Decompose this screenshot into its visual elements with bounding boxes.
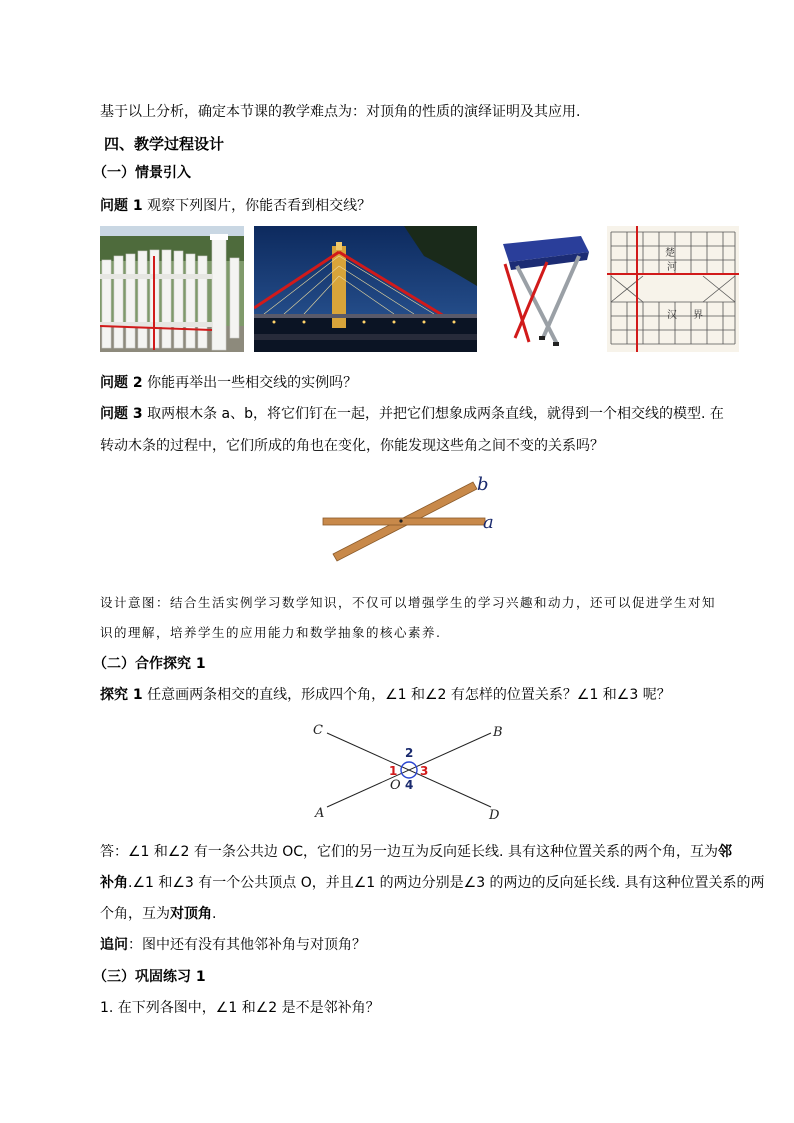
answer-line2-text: .∠1 和∠3 有一个公共顶点 O，并且∠1 的两边分别是∠3 的两边的反向延长线. 具有这种位置关系的两 [128, 875, 765, 891]
point-o-label: O [390, 778, 401, 793]
followup-question [100, 936, 366, 954]
stick-b-label: b [477, 474, 489, 495]
exercise-1: 1. 在下列各图中，∠1 和∠2 是不是邻补角？ [100, 1000, 380, 1016]
chess-jie-text: 界 [693, 310, 703, 321]
bridge-photo [254, 226, 477, 352]
explore-1-label: 探究 1 [100, 687, 143, 703]
question-1 [100, 197, 371, 215]
question-2 [100, 374, 357, 392]
answer-line2-bold: 补角 [100, 875, 128, 891]
answer-line3 [100, 905, 216, 923]
subsection-two-heading: （二）合作探究 1 [93, 656, 206, 672]
intro-line: 基于以上分析，确定本节课的教学难点为：对顶角的性质的演绎证明及其应用. [100, 104, 581, 120]
question-2-text: 你能再举出一些相交线的实例吗？ [147, 375, 358, 391]
answer-line3-text: 个角，互为 [100, 906, 170, 922]
followup-text: ：图中还有没有其他邻补角与对顶角？ [128, 937, 366, 953]
question-1-label: 问题 1 [100, 198, 143, 214]
chess-he-text: 河 [667, 262, 677, 273]
point-a-label: A [315, 806, 325, 821]
point-d-label: D [489, 808, 500, 823]
question-1-text: 观察下列图片，你能否看到相交线？ [147, 198, 372, 214]
angle-4-label: 4 [405, 778, 414, 792]
point-c-label: C [313, 723, 323, 738]
angle-1-label: 1 [389, 764, 398, 778]
answer-line1-bold: 邻 [717, 844, 732, 860]
stick-a-label: a [483, 512, 494, 533]
question-2-label: 问题 2 [100, 375, 143, 391]
answer-line3-bold: 对顶角 [170, 906, 212, 922]
intersecting-lines-diagram [305, 715, 515, 825]
question-3-text-line1: 取两根木条 a、b，将它们钉在一起，并把它们想象成两条直线，就得到一个相交线的模型. 在 [147, 406, 724, 422]
angle-2-label: 2 [405, 746, 414, 760]
followup-label: 追问 [100, 937, 128, 953]
explore-1-text: 任意画两条相交的直线，形成四个角，∠1 和∠2 有怎样的位置关系？∠1 和∠3 呢？ [147, 687, 671, 703]
subsection-one-heading: （一）情景引入 [93, 165, 191, 181]
design-intent-line2: 识的理解，培养学生的应用能力和数学抽象的核心素养. [100, 625, 442, 640]
question-3-line1 [100, 405, 724, 423]
answer-line1-text: 答：∠1 和∠2 有一条公共边 OC，它们的另一边互为反向延长线. 具有这种位置关系的两个角，互为 [100, 844, 718, 860]
chess-board-photo [607, 226, 739, 352]
answer-line1 [100, 843, 732, 861]
answer-line3-end: . [212, 906, 217, 922]
point-b-label: B [493, 725, 503, 740]
design-intent-line1: 设计意图：结合生活实例学习数学知识，不仅可以增强学生的学习兴趣和动力，还可以促进学生对知 [100, 595, 717, 610]
question-3-line2: 转动木条的过程中，它们所成的角也在变化，你能发现这些角之间不变的关系吗？ [100, 438, 604, 454]
chess-han-text: 汉 [667, 310, 677, 321]
question-3-label: 问题 3 [100, 406, 143, 422]
section-four-heading: 四、教学过程设计 [104, 135, 225, 153]
sticks-diagram [315, 470, 505, 565]
fence-photo [100, 226, 244, 352]
explore-1 [100, 686, 671, 704]
angle-3-label: 3 [420, 764, 429, 778]
stool-photo [487, 226, 597, 352]
chess-chu-text: 楚 [665, 248, 675, 259]
subsection-three-heading: （三）巩固练习 1 [93, 969, 206, 985]
answer-line2 [100, 874, 764, 892]
